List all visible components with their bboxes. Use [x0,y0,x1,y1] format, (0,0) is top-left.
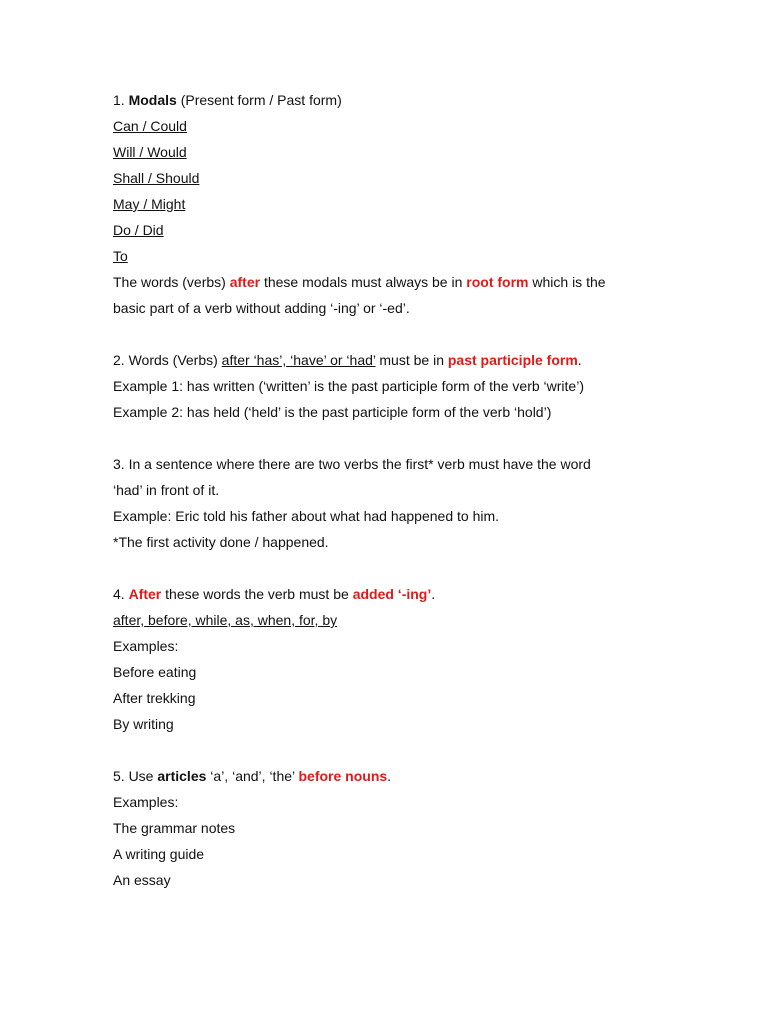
section-5-heading [113,763,673,789]
modal-pair: Do / Did [113,222,164,238]
examples-label: Examples: [113,638,179,654]
example-item: The grammar notes [113,820,236,836]
paragraph-gap [113,737,673,763]
paragraph-gap [113,555,673,581]
section-2-heading [113,347,673,373]
example-item: A writing guide [113,846,205,862]
modal-pair: May / Might [113,196,186,212]
rule-text [113,269,673,295]
section-3-heading: 3. In a sentence where there are two verbs the first* verb must have the word [113,456,591,472]
section-1-heading [113,87,673,113]
section-number: 1. [113,92,129,108]
example-item: After trekking [113,690,196,706]
examples-label: Examples: [113,794,179,810]
emphasis-text: before nouns [298,768,388,784]
text-run: . [387,768,392,784]
section-subtitle: (Present form / Past form) [176,92,342,108]
example-item: An essay [113,872,171,888]
text-run: 4. [113,586,129,602]
emphasis-text: After [128,586,162,602]
paragraph-gap [113,321,673,347]
rule-text: basic part of a verb without adding ‘-ing’ or ‘-ed’. [113,300,410,316]
text-run: these modals must always be in [260,274,467,290]
text-run: The words (verbs) [113,274,230,290]
section-4-heading [113,581,673,607]
text-run: must be in [375,352,448,368]
text-run: . [577,352,582,368]
modal-pair: Will / Would [113,144,187,160]
paragraph-gap [113,425,673,451]
text-run: 2. Words (Verbs) [113,352,222,368]
example-item: By writing [113,716,174,732]
text-run: 5. Use [113,768,158,784]
emphasis-text: root form [466,274,529,290]
word-list: after, before, while, as, when, for, by [113,612,338,628]
modal-pair: Shall / Should [113,170,200,186]
bold-text: articles [157,768,207,784]
footnote-line: *The first activity done / happened. [113,534,329,550]
example-line: Example 2: has held (‘held’ is the past participle form of the verb ‘hold’) [113,404,552,420]
modal-pair: Can / Could [113,118,187,134]
example-item: Before eating [113,664,197,680]
text-run: these words the verb must be [161,586,353,602]
emphasis-text: past participle form [447,352,578,368]
example-line: Example: Eric told his father about what had happened to him. [113,508,500,524]
text-run: ‘a’, ‘and’, ‘the’ [206,768,299,784]
text-run: which is the [528,274,606,290]
underlined-text: after ‘has’, ‘have’ or ‘had’ [221,352,376,368]
document-page [113,87,673,893]
emphasis-text: added ‘-ing’ [352,586,432,602]
text-run: . [431,586,436,602]
modal-pair: To [113,248,128,264]
emphasis-text: after [229,274,261,290]
section-title: Modals [128,92,177,108]
example-line: Example 1: has written (‘written’ is the past participle form of the verb ‘write’) [113,378,584,394]
text-line: ‘had’ in front of it. [113,482,220,498]
